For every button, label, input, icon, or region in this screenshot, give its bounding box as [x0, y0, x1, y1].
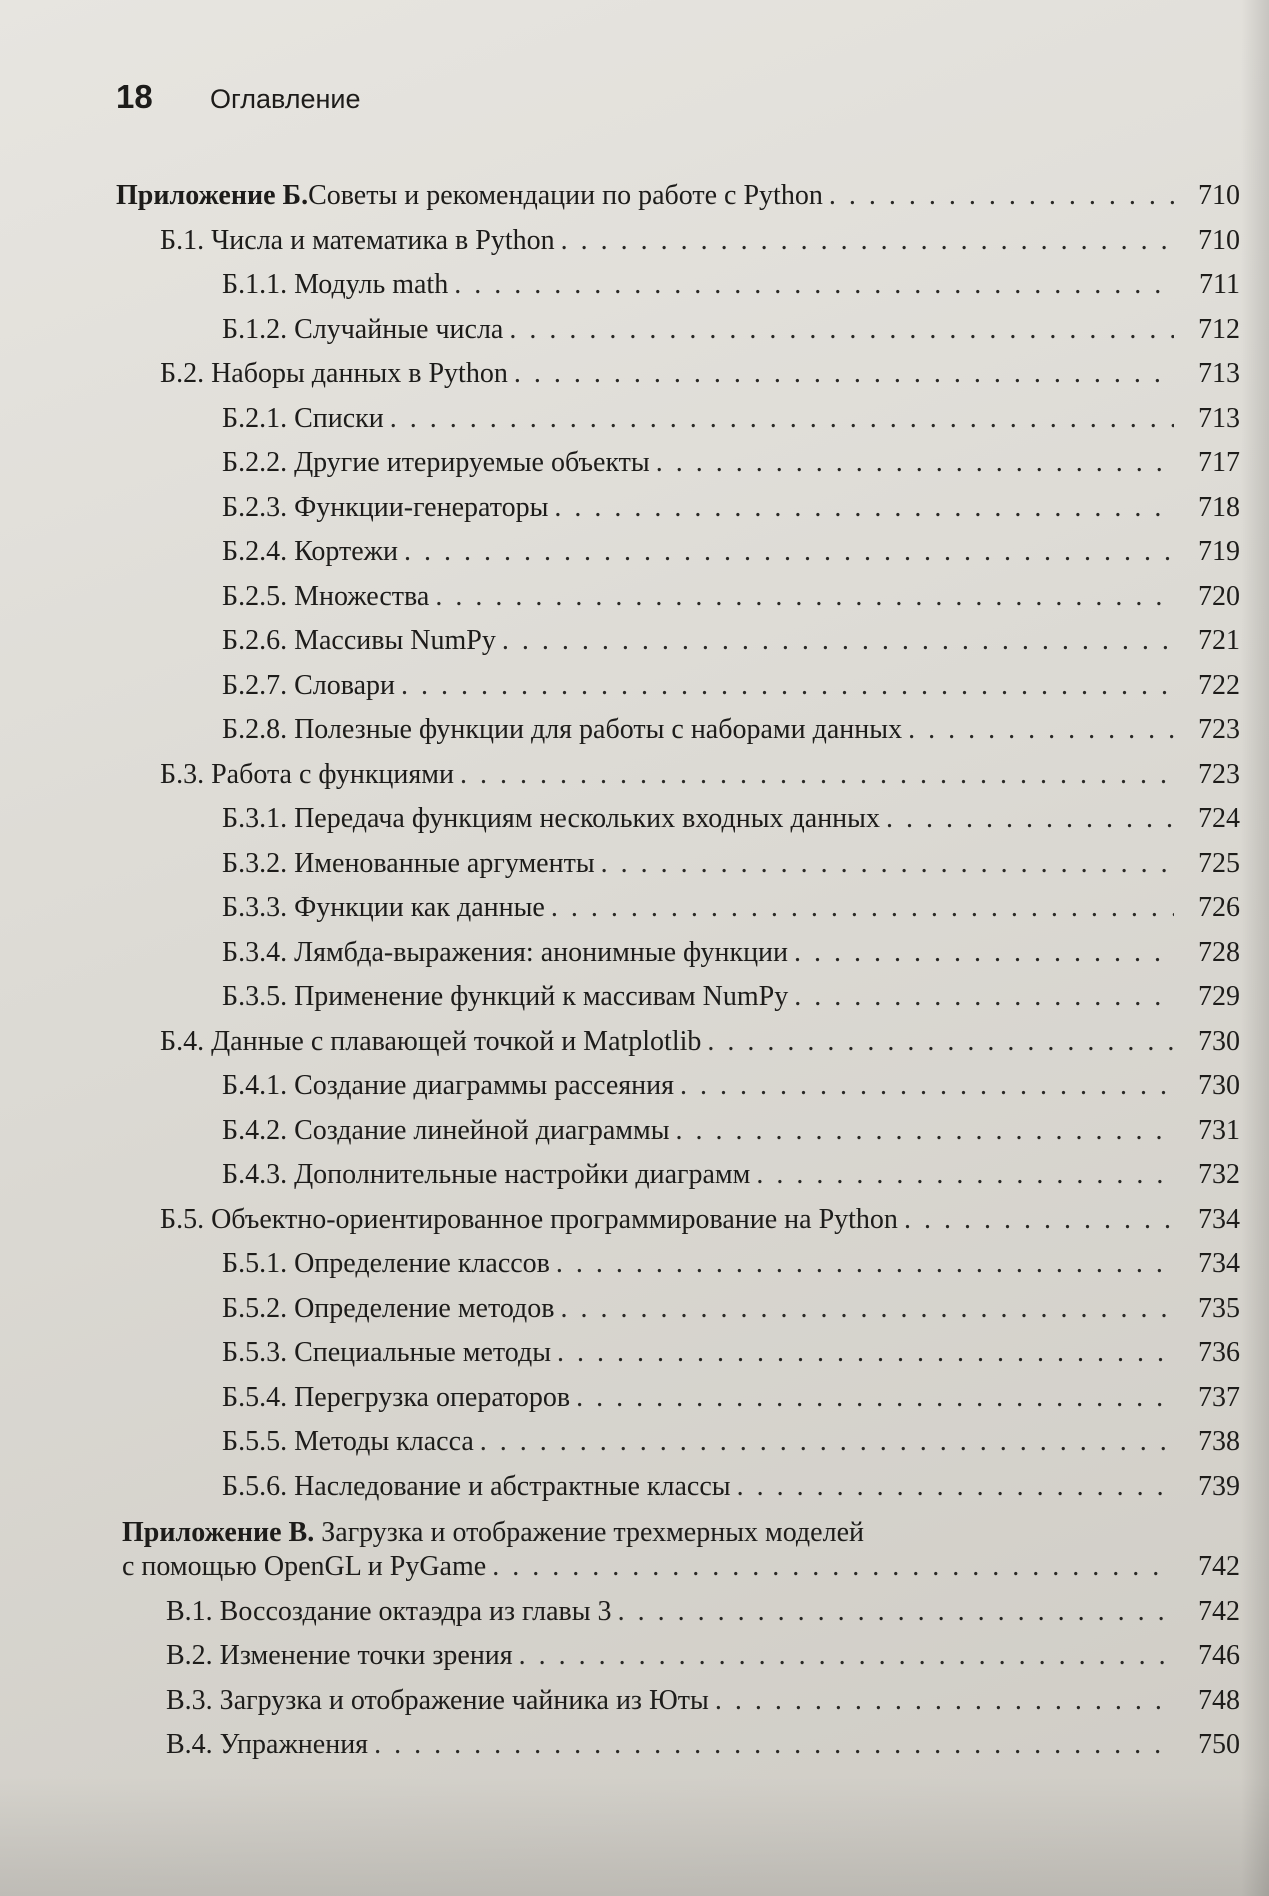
toc-subsection-row [222, 487, 1240, 529]
dot-leader [480, 1421, 1174, 1463]
toc-subsection-row [222, 264, 1240, 306]
dot-leader [794, 932, 1174, 974]
page-ref: 721 [1198, 625, 1240, 656]
dot-leader [390, 398, 1174, 440]
dot-leader [514, 353, 1174, 395]
toc-entry-title: Б.3. Работа с функциями [160, 758, 454, 790]
dot-leader [618, 1591, 1174, 1633]
dot-leader [502, 620, 1174, 662]
page-bottom-shadow [0, 1776, 1269, 1896]
toc-section-row [160, 353, 1240, 395]
page-ref: 712 [1198, 313, 1240, 345]
toc-subsection-row [222, 1288, 1240, 1330]
toc-subsection-row [222, 1154, 1240, 1196]
dot-leader [737, 1466, 1174, 1508]
dot-leader [374, 1724, 1174, 1766]
dot-leader [707, 1021, 1174, 1063]
toc-entry-title: В.3. Загрузка и отображение чайника из Юты [166, 1684, 709, 1716]
dot-leader [715, 1680, 1174, 1722]
toc-subsection-row [222, 1065, 1240, 1107]
toc-entry-title: Б.5.5. Методы класса [222, 1426, 474, 1457]
page-ref: 723 [1198, 758, 1240, 790]
page-ref: 711 [1199, 269, 1240, 300]
page-edge-shadow [1241, 0, 1269, 1896]
toc-subsection-row [222, 398, 1240, 440]
dot-leader [435, 576, 1174, 618]
page-ref: 730 [1198, 1070, 1240, 1101]
dot-leader [676, 1110, 1174, 1152]
page-ref: 742 [1198, 1551, 1240, 1582]
dot-leader [756, 1154, 1174, 1196]
dot-leader [904, 1199, 1174, 1241]
page-ref: 726 [1198, 892, 1240, 923]
toc-subsection-row [222, 976, 1240, 1018]
dot-leader [551, 887, 1174, 929]
toc-entry-title: Б.4.2. Создание линейной диаграммы [222, 1114, 670, 1146]
toc-subsection-row [222, 1243, 1240, 1285]
toc-entry-title: Б.2.6. Массивы NumPy [222, 625, 496, 656]
dot-leader [794, 976, 1174, 1018]
page-ref: 735 [1198, 1292, 1240, 1324]
toc-entry-title: Б.3.5. Применение функций к массивам NumPy [222, 981, 789, 1012]
page-ref: 713 [1198, 402, 1240, 434]
toc-entry-title: Б.2.3. Функции-генераторы [222, 491, 549, 523]
dot-leader [492, 1546, 1174, 1588]
toc-entry-title: Б.2.5. Множества [222, 580, 430, 612]
page-number: 18 [116, 78, 153, 115]
page-ref: 736 [1198, 1337, 1240, 1368]
page-ref: 725 [1198, 847, 1240, 879]
page-ref: 718 [1198, 491, 1240, 523]
page-ref: 737 [1198, 1381, 1240, 1413]
dot-leader [557, 1332, 1174, 1374]
toc-subsection-row [222, 843, 1240, 885]
toc-entry-title: В.4. Упражнения [166, 1729, 369, 1760]
appendix-label: Приложение В. [122, 1517, 315, 1548]
dot-leader [561, 220, 1174, 262]
toc-section-row [166, 1724, 1240, 1766]
page-ref: 739 [1198, 1470, 1240, 1502]
page-ref: 719 [1198, 536, 1240, 567]
toc-entry-title: Б.5.6. Наследование и абстрактные классы [222, 1470, 731, 1502]
toc-entry-title: Б.4.3. Дополнительные настройки диаграмм [222, 1159, 751, 1190]
toc-entry-title: В.2. Изменение точки зрения [166, 1640, 513, 1671]
toc-section-row [166, 1591, 1240, 1633]
page-ref: 748 [1198, 1684, 1240, 1716]
toc-entry-title: Б.2.1. Списки [222, 402, 384, 434]
toc-appendix-row [116, 175, 1240, 217]
toc-subsection-row [222, 1421, 1240, 1463]
toc-entry-title: Б.4. Данные с плавающей точкой и Matplotlib [160, 1025, 702, 1057]
appendix-title: Загрузка и отображение трехмерных моделей [314, 1517, 864, 1548]
appendix-label: Приложение Б. [116, 180, 309, 211]
toc-subsection-row [222, 576, 1240, 618]
page-ref: 728 [1198, 936, 1240, 968]
toc-entry-title: Б.2.8. Полезные функции для работы с наборами данных [222, 714, 903, 745]
dot-leader [454, 264, 1174, 306]
toc-entry-title: Б.3.2. Именованные аргументы [222, 847, 595, 879]
toc-entry-title: Б.2. Наборы данных в Python [160, 358, 508, 389]
page-ref: 722 [1198, 669, 1240, 701]
dot-leader [680, 1065, 1174, 1107]
toc-subsection-row [222, 665, 1240, 707]
page-ref: 731 [1198, 1114, 1240, 1146]
toc-subsection-row [222, 1110, 1240, 1152]
dot-leader [576, 1377, 1174, 1419]
page-ref: 729 [1198, 981, 1240, 1012]
page-ref: 720 [1198, 580, 1240, 612]
toc-entry-title: Б.5.3. Специальные методы [222, 1337, 552, 1368]
page-ref: 710 [1198, 180, 1240, 211]
dot-leader [519, 1635, 1174, 1677]
toc-entry-title: Б.5.1. Определение классов [222, 1248, 550, 1279]
toc-subsection-row [222, 531, 1240, 573]
running-title: Оглавление [210, 84, 361, 114]
page-ref: 750 [1198, 1729, 1240, 1760]
toc-entry-title: В.1. Воссоздание октаэдра из главы 3 [166, 1595, 612, 1627]
toc-section-row [166, 1635, 1240, 1677]
toc-entry-title: Б.1.1. Модуль math [222, 269, 449, 300]
dot-leader [886, 798, 1174, 840]
toc-subsection-row [222, 1332, 1240, 1374]
toc-entry-title: Б.5. Объектно-ориентированное программирование на Python [160, 1203, 898, 1235]
dot-leader [556, 1243, 1174, 1285]
page-ref: 717 [1198, 447, 1240, 478]
toc-entry-title: Б.1. Числа и математика в Python [160, 224, 555, 256]
toc-entry-title: Б.2.7. Словари [222, 669, 395, 701]
toc-subsection-row [222, 932, 1240, 974]
page-ref: 746 [1198, 1640, 1240, 1671]
toc-subsection-row [222, 1377, 1240, 1419]
page-ref: 734 [1198, 1203, 1240, 1235]
page-ref: 730 [1198, 1025, 1240, 1057]
page-ref: 723 [1198, 714, 1240, 745]
toc-entry-title: Б.5.4. Перегрузка операторов [222, 1381, 571, 1413]
page-ref: 724 [1198, 803, 1240, 834]
toc-section-row [160, 1021, 1240, 1063]
dot-leader [404, 531, 1174, 573]
page-ref: 734 [1198, 1248, 1240, 1279]
toc-entry-title: Б.2.2. Другие итерируемые объекты [222, 447, 650, 478]
toc-subsection-row [222, 798, 1240, 840]
dot-leader [656, 442, 1174, 484]
toc-section-row [160, 220, 1240, 262]
toc-entry-title: Б.4.1. Создание диаграммы рассеяния [222, 1070, 674, 1101]
page-ref: 738 [1198, 1426, 1240, 1457]
toc-subsection-row [222, 620, 1240, 662]
dot-leader [601, 843, 1174, 885]
appendix-title-continued: с помощью OpenGL и PyGame [122, 1551, 487, 1582]
toc-entry-title: Б.2.4. Кортежи [222, 536, 398, 567]
page-ref: 732 [1198, 1159, 1240, 1190]
toc-subsection-row [222, 1466, 1240, 1508]
dot-leader [509, 309, 1174, 351]
page-ref: 713 [1198, 358, 1240, 389]
toc-section-row [160, 754, 1240, 796]
toc-entry-title: Б.5.2. Определение методов [222, 1292, 555, 1324]
appendix-title: Советы и рекомендации по работе с Python [308, 180, 823, 211]
toc-subsection-row [222, 309, 1240, 351]
toc-subsection-row [222, 709, 1240, 751]
dot-leader [561, 1288, 1175, 1330]
toc-entry-title: Б.3.3. Функции как данные [222, 892, 545, 923]
toc-subsection-row [222, 442, 1240, 484]
toc-section-row [166, 1680, 1240, 1722]
toc-section-row [160, 1199, 1240, 1241]
dot-leader [554, 487, 1174, 529]
dot-leader [460, 754, 1174, 796]
toc-entry-title: Б.1.2. Случайные числа [222, 313, 504, 345]
dot-leader [829, 175, 1174, 217]
toc-subsection-row [222, 887, 1240, 929]
toc-entry-title: Б.3.4. Лямбда-выражения: анонимные функции [222, 936, 789, 968]
page-ref: 710 [1198, 224, 1240, 256]
dot-leader [908, 709, 1174, 751]
toc-entry-title: Б.3.1. Передача функциям нескольких входных данных [222, 803, 880, 834]
toc-appendix-row [122, 1546, 1240, 1588]
page-ref: 742 [1198, 1595, 1240, 1627]
dot-leader [401, 665, 1174, 707]
